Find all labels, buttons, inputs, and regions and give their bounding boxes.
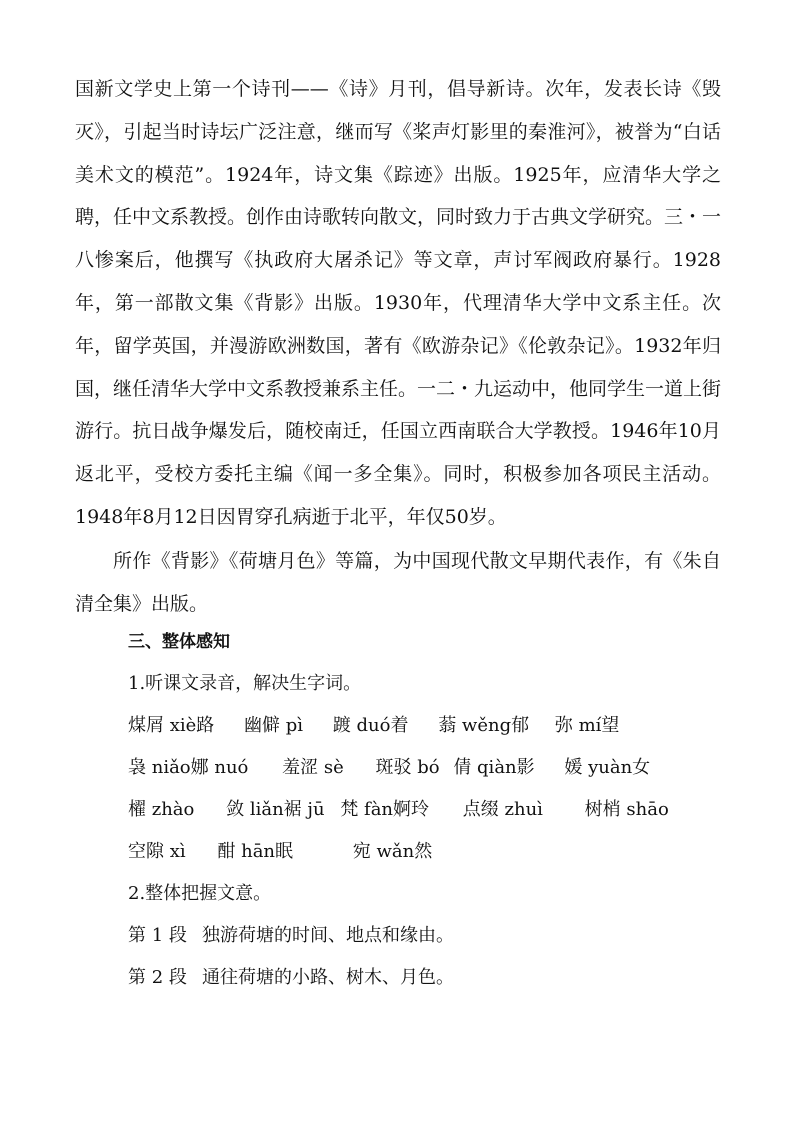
- vocab-word: 踱 duó着: [332, 715, 409, 736]
- vocab-word: 空隙 xì: [128, 841, 186, 862]
- vocab-row-3: [128, 796, 669, 824]
- segment-text: 独游荷塘的时间、地点和缘由。: [202, 925, 454, 946]
- vocab-word: 蓊 wěng郁: [438, 715, 530, 736]
- vocab-row-1: [128, 712, 619, 740]
- vocab-row-4: [128, 838, 432, 866]
- section-heading: 三、整体感知: [128, 632, 230, 652]
- works-paragraph: 所作《背影》《荷塘月色》等篇，为中国现代散文早期代表作，有《朱自清全集》出版。: [75, 550, 721, 615]
- vocab-word: 袅 niǎo娜 nuó: [128, 757, 249, 778]
- segment-line-1: [128, 922, 454, 950]
- segment-label: 第 2 段: [128, 967, 187, 988]
- vocab-word: 媛 yuàn女: [564, 757, 651, 778]
- listen-item: 1.听课文录音，解决生字词。: [128, 673, 362, 694]
- vocab-word: 櫂 zhào: [128, 799, 195, 820]
- vocab-word: 点缀 zhuì: [462, 799, 543, 820]
- segment-label: 第 1 段: [128, 925, 187, 946]
- vocab-word: 树梢 shāo: [584, 799, 669, 820]
- vocab-word: 敛 liǎn裾 jū: [226, 799, 325, 820]
- vocab-word: 羞涩 sè: [282, 757, 344, 778]
- vocab-word: 煤屑 xiè路: [128, 715, 215, 736]
- segment-text: 通往荷塘的小路、树木、月色。: [202, 967, 454, 988]
- segment-line-2: [128, 964, 454, 992]
- vocab-row-2: [128, 754, 650, 782]
- vocab-word: 酣 hān眠: [217, 841, 294, 862]
- vocab-word: 梵 fàn婀玲: [340, 799, 430, 820]
- vocab-word: 倩 qiàn影: [453, 757, 535, 778]
- vocab-word: 弥 mí望: [554, 715, 620, 736]
- grasp-item: 2.整体把握文意。: [128, 883, 272, 904]
- vocab-word: 幽僻 pì: [244, 715, 304, 736]
- biography-paragraph: 国新文学史上第一个诗刊——《诗》月刊，倡导新诗。次年，发表长诗《毁灭》，引起当时诗坛广泛注意，继而写《桨声灯影里的秦淮河》，被誉为“白话美术文的模范”。1924年，诗文集《踪迹》出版。1925年，应清华大学之聘，任中文系教授。创作由诗歌转向散文，同时致力于古典文学研究。三・一八惨案后，他撰写《执政府大屠杀记》等文章，声讨军阀政府暴行。1928年，第一部散文集《背影》出版。1930年，代理清华大学中文系主任。次年，留学英国，并漫游欧洲数国，著有《欧游杂记》《伦敦杂记》。1932年归国，继任清华大学中文系教授兼系主任。一二・九运动中，他同学生一道上街游行。抗日战争爆发后，随校南迁，任国立西南联合大学教授。1946年10月返北平，受校方委托主编《闻一多全集》。同时，积极参加各项民主活动。1948年8月12日因胃穿孔病逝于北平，年仅50岁。: [75, 78, 722, 528]
- vocab-word: 宛 wǎn然: [352, 841, 433, 862]
- vocab-word: 斑驳 bó: [375, 757, 440, 778]
